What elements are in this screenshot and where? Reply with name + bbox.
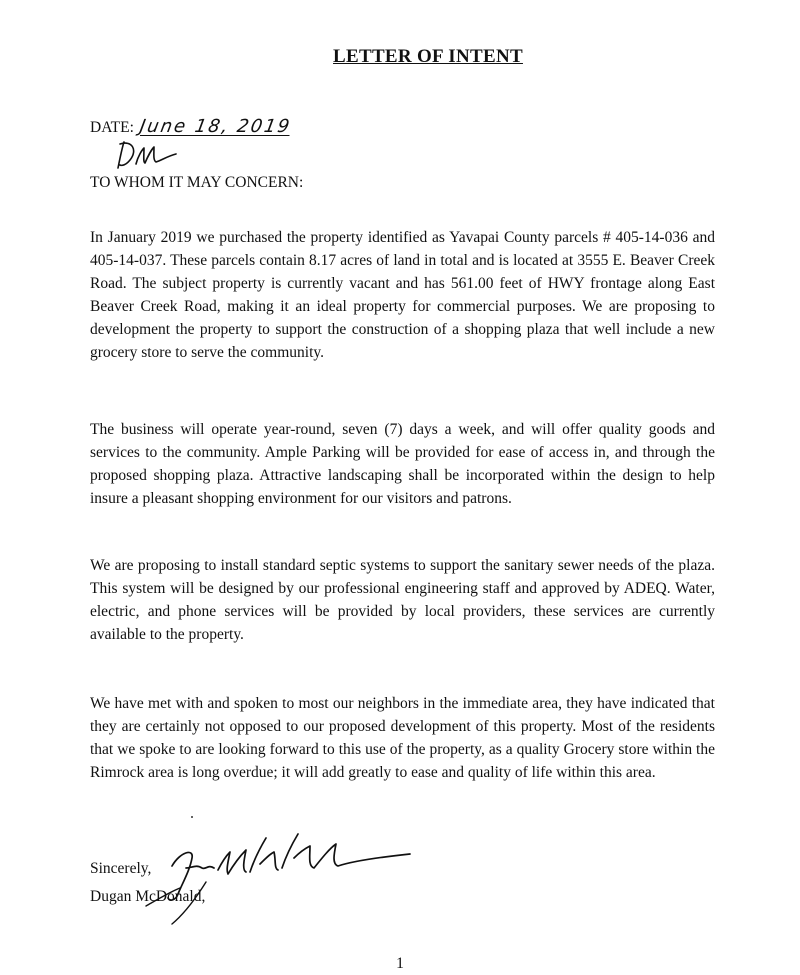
handwritten-initials [112,138,182,172]
salutation: TO WHOM IT MAY CONCERN: [90,174,304,191]
handwritten-signature [110,818,430,928]
paragraph-business: The business will operate year-round, seven (7) days a week, and will offer quality goods and services to the community. Ample Parking will be provided for ease of access in, and through the proposed shopping plaza. Attractive landscaping shall be incorporated within the design to help insure a pleasant shopping environment for our visitors and patrons. [90,421,715,507]
signer-name: Dugan McDonald, [90,888,206,905]
document-title: LETTER OF INTENT [333,46,523,67]
paragraph-neighbors: We have met with and spoken to most our neighbors in the immediate area, they have indicated that they are certainly not opposed to our proposed development of this property. Most of the residents that we spoke to are looking forward to this use of the property, as a quality Grocery store within the Rimrock area is long overdue; it will add greatly to ease and quality of life within this area. [90,695,715,781]
page-number: 1 [396,955,404,972]
closing: Sincerely, [90,860,152,877]
paragraph-purchase: In January 2019 we purchased the property identified as Yavapai County parcels # 405-14-036 and 405-14-037. These parcels contain 8.17 acres of land in total and is located at 3555 E. Beaver Creek Road. The subject property is currently vacant and has 561.00 feet of HWY frontage along East Beaver Creek Road, making it an ideal property for commercial purposes. We are proposing to development the property to support the construction of a shopping plaza that well include a new grocery store to serve the community. [90,229,715,361]
date-line [90,116,291,137]
date-label: DATE: [90,119,134,136]
handwritten-date: June 18, 2019 [137,116,293,137]
paragraph-utilities: We are proposing to install standard septic systems to support the sanitary sewer needs of the plaza. This system will be designed by our professional engineering staff and approved by ADEQ. Water, electric, and phone services will be provided by local providers, these services are currently available to the property. [90,557,715,643]
